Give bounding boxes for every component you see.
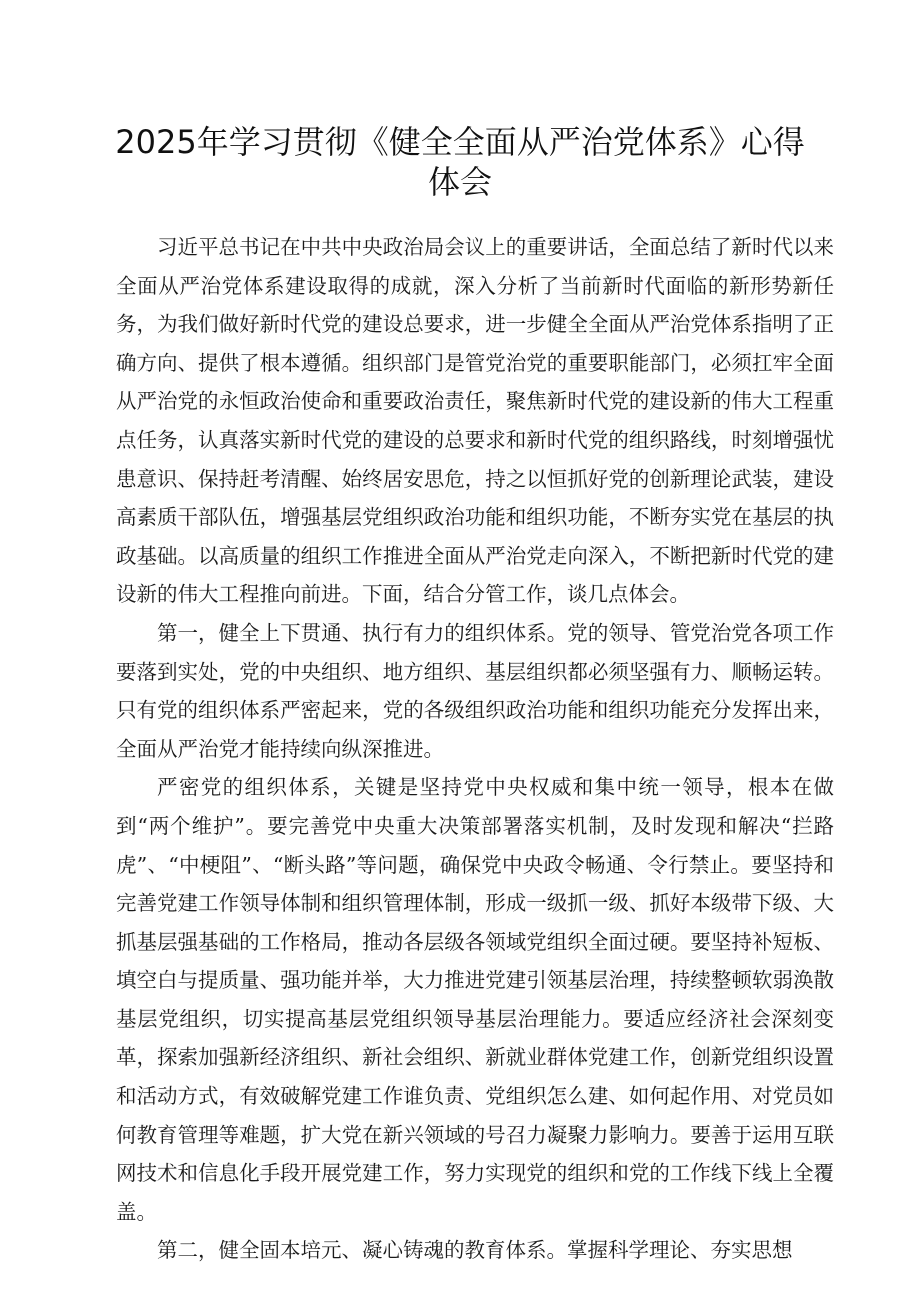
paragraph-organization-system: 严密党的组织体系，关键是坚持党中央权威和集中统一领导，根本在做到“两个维护”。要完善党中央重大决策部署落实机制，及时发现和解决“拦路虎”、“中梗阻”、“断头路”等问题，确保党中央政令畅通、令行禁止。要坚持和完善党建工作领导体制和组织管理体制，形成一级抓一级、抓好本级带下级、大抓基层强基础的工作格局，推动各层级各领域党组织全面过硬。要坚持补短板、填空白与提质量、强功能并举，大力推进党建引领基层治理，持续整顿软弱涣散基层党组织，切实提高基层党组织领导基层治理能力。要适应经济社会深刻变革，探索加强新经济组织、新社会组织、新就业群体党建工作，创新党组织设置和活动方式，有效破解党建工作谁负责、党组织怎么建、如何起作用、对党员如何教育管理等难题，扩大党在新兴领域的号召力凝聚力影响力。要善于运用互联网技术和信息化手段开展党建工作，努力实现党的组织和党的工作线下线上全覆盖。	[116, 775, 834, 1224]
document-body	[116, 228, 834, 1270]
paragraph-second-point: 第二，健全固本培元、凝心铸魂的教育体系。掌握科学理论、夯实思想	[157, 1238, 793, 1263]
paragraph-intro: 习近平总书记在中共中央政治局会议上的重要讲话，全面总结了新时代以来全面从严治党体系建设取得的成就，深入分析了当前新时代面临的新形势新任务，为我们做好新时代党的建设总要求，进一步健全全面从严治党体系指明了正确方向、提供了根本遵循。组织部门是管党治党的重要职能部门，必须扛牢全面从严治党的永恒政治使命和重要政治责任，聚焦新时代党的建设新的伟大工程重点任务，认真落实新时代党的建设的总要求和新时代党的组织路线，时刻增强忧患意识、保持赶考清醒、始终居安思危，持之以恒抓好党的创新理论武装，建设高素质干部队伍，增强基层党组织政治功能和组织功能，不断夯实党在基层的执政基础。以高质量的组织工作推进全面从严治党走向深入，不断把新时代党的建设新的伟大工程推向前进。下面，结合分管工作，谈几点体会。	[116, 235, 834, 607]
document-title: 2025年学习贯彻《健全全面从严治党体系》心得体会	[115, 123, 805, 201]
paragraph-first-point: 第一，健全上下贯通、执行有力的组织体系。党的领导、管党治党各项工作要落到实处，党的中央组织、地方组织、基层组织都必须坚强有力、顺畅运转。只有党的组织体系严密起来，党的各级组织政治功能和组织功能充分发挥出来，全面从严治党才能持续向纵深推进。	[116, 620, 834, 761]
